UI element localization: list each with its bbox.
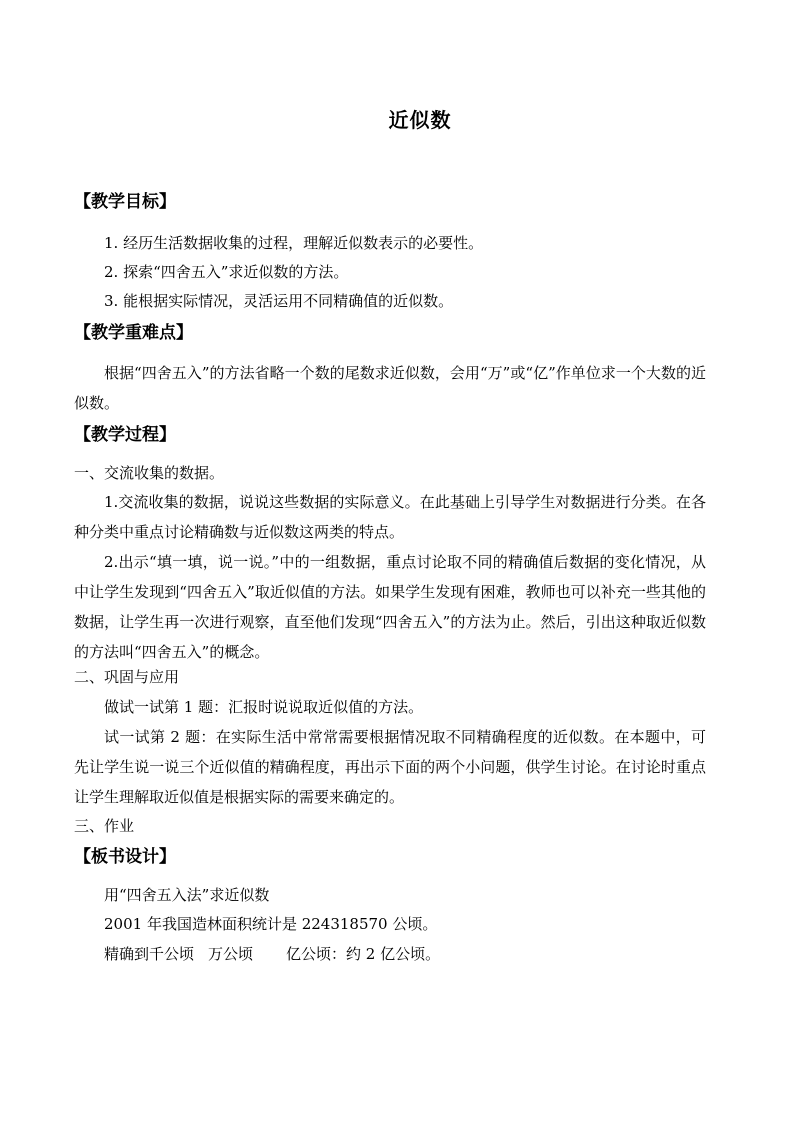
process-part2-paragraph-2: 试一试第 2 题：在实际生活中常常需要根据情况取不同精确程度的近似数。在本题中，可先让学生说一说三个近似值的精确程度，再出示下面的两个小问题，供学生讨论。在讨论时重点让学生理解取近似值是根据实际的需要来确定的。 <box>74 728 706 806</box>
process-part2-paragraph-1: 做试一试第 1 题：汇报时说说取近似值的方法。 <box>104 698 424 716</box>
board-line-3 <box>104 944 440 964</box>
document-title: 近似数 <box>388 108 452 132</box>
board-line-3-thousand: 精确到千公顷 <box>104 945 195 963</box>
objective-item-1: 1. 经历生活数据收集的过程，理解近似数表示的必要性。 <box>104 234 484 252</box>
board-line-2: 2001 年我国造林面积统计是 224318570 公顷。 <box>104 915 438 933</box>
process-heading: 【教学过程】 <box>74 425 176 445</box>
process-part1-paragraph-2: 2.出示“填一填，说一说。”中的一组数据，重点讨论取不同的精确值后数据的变化情况，从中让学生发现到“四舍五入”取近似值的方法。如果学生发现有困难，教师也可以补充一些其他的数据，让学生再一次进行观察，直至他们发现“四舍五入”的方法为止。然后，引出这种取近似数的方法叫“四舍五入”的概念。 <box>74 553 706 661</box>
board-heading: 【板书设计】 <box>74 847 176 867</box>
process-part1-title: 一、交流收集的数据。 <box>74 464 225 482</box>
key-points-heading: 【教学重难点】 <box>74 323 193 343</box>
process-part2-title: 二、巩固与应用 <box>74 668 180 686</box>
objective-item-3: 3. 能根据实际情况，灵活运用不同精确值的近似数。 <box>104 292 454 310</box>
process-part3-title: 三、作业 <box>74 817 135 835</box>
board-line-3-ten-thousand: 万公顷 <box>208 945 254 963</box>
board-line-1: 用“四舍五入法”求近似数 <box>104 886 270 904</box>
objective-item-2: 2. 探索“四舍五入”求近似数的方法。 <box>104 263 349 281</box>
process-part1-paragraph-1: 1.交流收集的数据，说说这些数据的实际意义。在此基础上引导学生对数据进行分类。在各种分类中重点讨论精确数与近似数这两类的特点。 <box>74 493 706 541</box>
objectives-heading: 【教学目标】 <box>74 192 176 212</box>
board-line-3-hundred-million: 亿公顷：约 2 亿公顷。 <box>286 945 441 963</box>
key-points-paragraph: 根据“四舍五入”的方法省略一个数的尾数求近似数，会用“万”或“亿”作单位求一个大数的近似数。 <box>74 364 706 412</box>
